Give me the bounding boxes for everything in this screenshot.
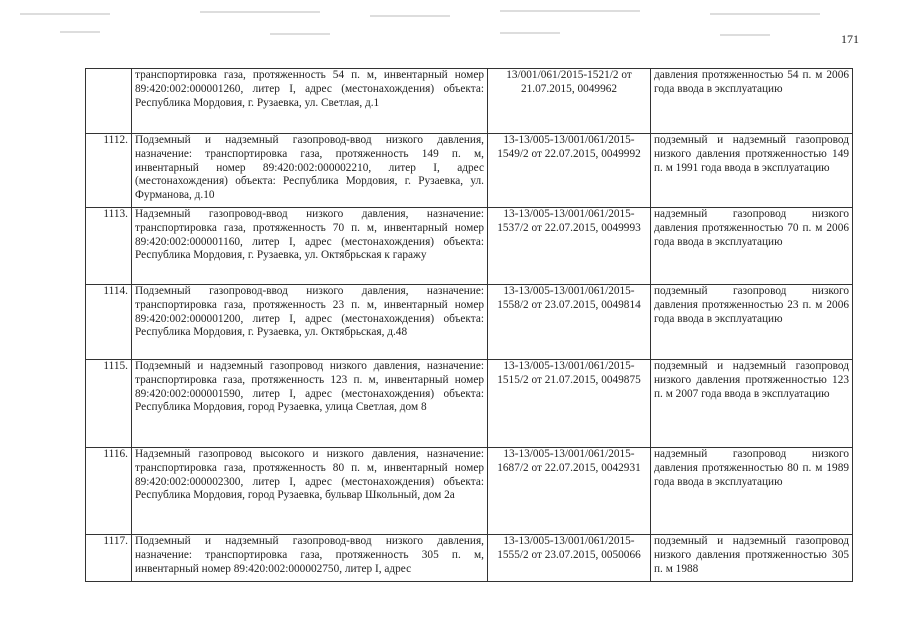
scan-noise xyxy=(20,8,885,38)
row-number: 1112. xyxy=(86,134,132,208)
object-characteristics: подземный и надземный газопровод низкого давления протяженностью 305 п. м 1988 xyxy=(651,535,853,582)
object-description: Подземный и надземный газопровод низкого давления, назначение: транспортировка газа, протяженность 123 п. м, инвентарный номер 89:420:002:000001590, литер I, адрес (местонахождения) объекта: Республика Мордовия, город Рузаевка, улица Светлая, дом 8 xyxy=(132,360,488,448)
row-number: 1115. xyxy=(86,360,132,448)
row-number xyxy=(86,69,132,134)
table-row xyxy=(86,535,853,582)
row-number: 1113. xyxy=(86,208,132,285)
table-row xyxy=(86,69,853,134)
object-description: Подземный и надземный газопровод-ввод низкого давления, назначение: транспортировка газа, протяженность 305 п. м, инвентарный номер 89:420:002:000002750, литер I, адрес xyxy=(132,535,488,582)
registration-record: 13-13/005-13/001/061/2015-1555/2 от 23.07.2015, 0050066 xyxy=(488,535,651,582)
table-row xyxy=(86,208,853,285)
row-number: 1114. xyxy=(86,285,132,360)
object-description: Подземный и надземный газопровод-ввод низкого давления, назначение: транспортировка газа, протяженность 149 п. м, инвентарный номер 89:420:002:000002210, литер I, адрес (местонахождения) объекта: Республика Мордовия, г. Рузаевка, ул. Фурманова, д.10 xyxy=(132,134,488,208)
row-number: 1116. xyxy=(86,448,132,535)
page-number: 171 xyxy=(841,32,859,46)
table-row xyxy=(86,360,853,448)
registration-record: 13-13/005-13/001/061/2015-1549/2 от 22.07.2015, 0049992 xyxy=(488,134,651,208)
table-row xyxy=(86,448,853,535)
registration-record: 13-13/005-13/001/061/2015-1537/2 от 22.07.2015, 0049993 xyxy=(488,208,651,285)
object-characteristics: подземный газопровод низкого давления протяженностью 23 п. м 2006 года ввода в эксплуатацию xyxy=(651,285,853,360)
row-number: 1117. xyxy=(86,535,132,582)
registration-record: 13-13/005-13/001/061/2015-1687/2 от 22.07.2015, 0042931 xyxy=(488,448,651,535)
table-row xyxy=(86,134,853,208)
object-characteristics: подземный и надземный газопровод низкого давления протяженностью 149 п. м 1991 года ввода в эксплуатацию xyxy=(651,134,853,208)
registration-record: 13/001/061/2015-1521/2 от 21.07.2015, 0049962 xyxy=(488,69,651,134)
object-characteristics: давления протяженностью 54 п. м 2006 года ввода в эксплуатацию xyxy=(651,69,853,134)
object-description: транспортировка газа, протяженность 54 п. м, инвентарный номер 89:420:002:000001260, литер I, адрес (местонахождения) объекта: Республика Мордовия, г. Рузаевка, ул. Светлая, д.1 xyxy=(132,69,488,134)
object-characteristics: надземный газопровод низкого давления протяженностью 70 п. м 2006 года ввода в эксплуатацию xyxy=(651,208,853,285)
object-characteristics: подземный и надземный газопровод низкого давления протяженностью 123 п. м 2007 года ввода в эксплуатацию xyxy=(651,360,853,448)
object-characteristics: надземный газопровод низкого давления протяженностью 80 п. м 1989 года ввода в эксплуатацию xyxy=(651,448,853,535)
table-row xyxy=(86,285,853,360)
object-description: Надземный газопровод-ввод низкого давления, назначение: транспортировка газа, протяженность 70 п. м, инвентарный номер 89:420:002:000001160, литер I, адрес (местонахождения) объекта: Республика Мордовия, г. Рузаевка, ул. Октябрьская к гаражу xyxy=(132,208,488,285)
registry-table xyxy=(85,68,853,582)
registration-record: 13-13/005-13/001/061/2015-1515/2 от 21.07.2015, 0049875 xyxy=(488,360,651,448)
registration-record: 13-13/005-13/001/061/2015-1558/2 от 23.07.2015, 0049814 xyxy=(488,285,651,360)
object-description: Надземный газопровод высокого и низкого давления, назначение: транспортировка газа, протяженность 80 п. м, инвентарный номер 89:420:002:000002300, литер I, адрес (местонахождения) объекта: Республика Мордовия, город Рузаевка, бульвар Школьный, дом 2а xyxy=(132,448,488,535)
object-description: Подземный газопровод-ввод низкого давления, назначение: транспортировка газа, протяженность 23 п. м, инвентарный номер 89:420:002:000001200, литер I, адрес (местонахождения) объекта: Республика Мордовия, г. Рузаевка, ул. Октябрьская, д.48 xyxy=(132,285,488,360)
